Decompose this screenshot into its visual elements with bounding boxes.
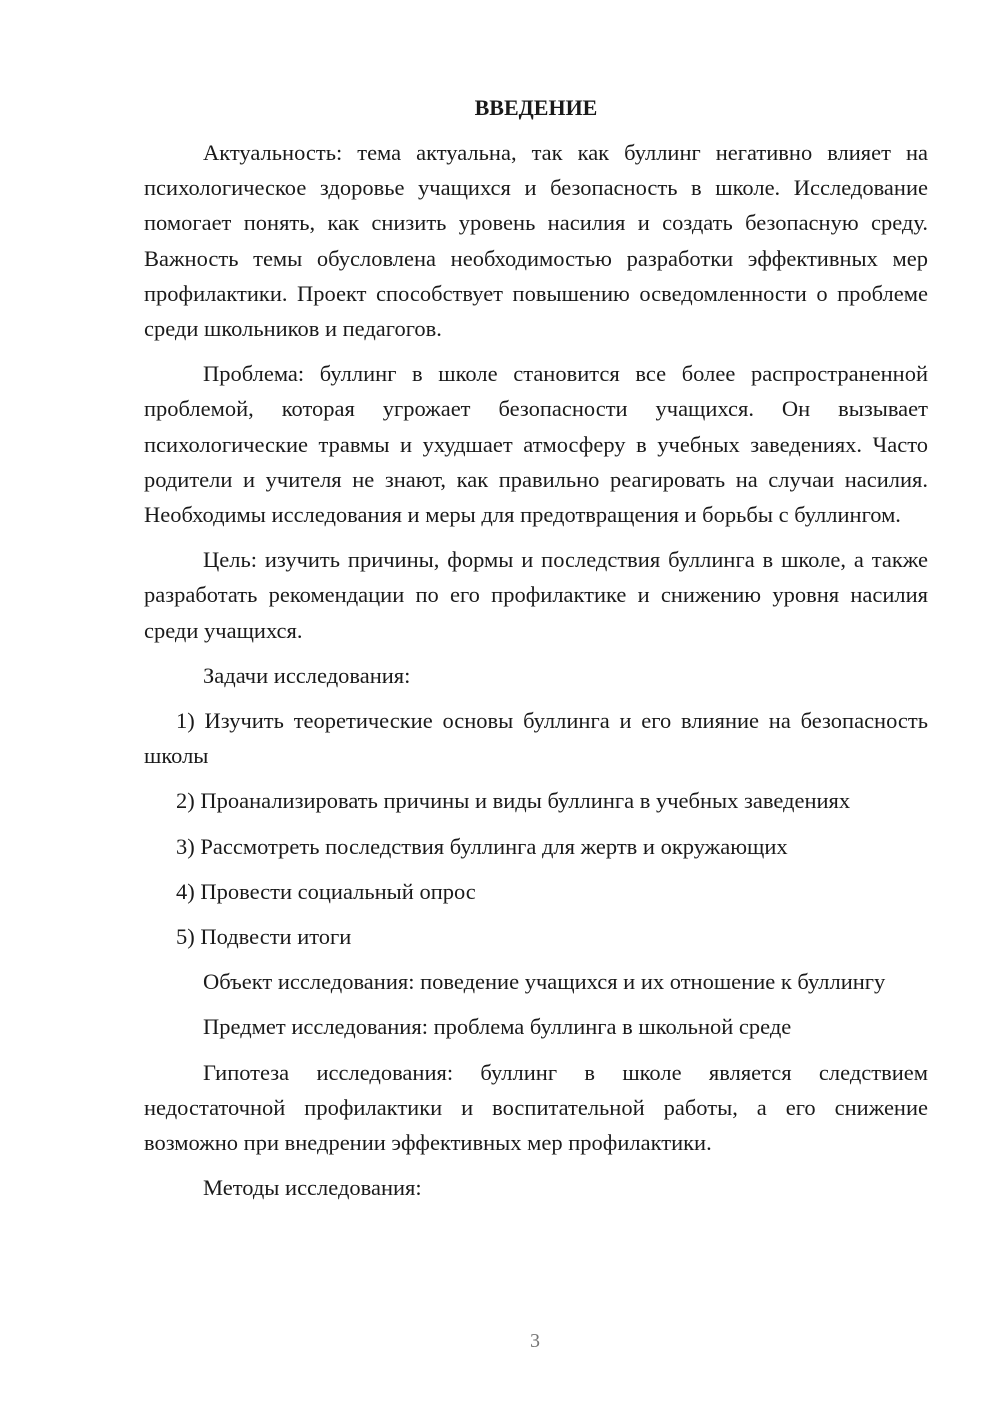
page-content bbox=[144, 90, 928, 1215]
page-number: 3 bbox=[530, 1330, 540, 1352]
task-item: 2) Проанализировать причины и виды буллинга в учебных заведениях bbox=[176, 788, 851, 814]
paragraph-problem: Проблема: буллинг в школе становится все более распространенной проблемой, которая угрожает безопасности учащихся. Он вызывает психологические травмы и ухудшает атмосферу в учебных заведениях. Часто родители и учителя не знают, как правильно реагировать на случаи насилия. Необходимы исследования и меры для предотвращения и борьбы с буллингом. bbox=[144, 361, 928, 528]
paragraph-object: Объект исследования: поведение учащихся и их отношение к буллингу bbox=[203, 969, 886, 995]
task-item: 4) Провести социальный опрос bbox=[176, 878, 476, 904]
paragraph-goal: Цель: изучить причины, формы и последствия буллинга в школе, а также разработать рекомендации по его профилактике и снижению уровня насилия среди учащихся. bbox=[144, 547, 928, 643]
paragraph-hypothesis: Гипотеза исследования: буллинг в школе является следствием недостаточной профилактики и воспитательной работы, а его снижение возможно при внедрении эффективных мер профилактики. bbox=[144, 1059, 928, 1156]
section-heading: ВВЕДЕНИЕ bbox=[474, 95, 598, 120]
paragraph-relevance: Актуальность: тема актуальна, так как буллинг негативно влияет на психологическое здоровье учащихся и безопасность в школе. Исследование помогает понять, как снизить уровень насилия и создать безопасную среду. Важность темы обусловлена необходимостью разработки эффективных мер профилактики. Проект способствует повышению осведомленности о проблеме среди школьников и педагогов. bbox=[144, 140, 928, 342]
task-item: 5) Подвести итоги bbox=[176, 924, 352, 950]
task-item: 1) Изучить теоретические основы буллинга и его влияние на безопасность школы bbox=[144, 708, 928, 769]
task-item: 3) Рассмотреть последствия буллинга для жертв и окружающих bbox=[176, 833, 788, 859]
paragraph-methods: Методы исследования: bbox=[203, 1175, 422, 1201]
paragraph-subject: Предмет исследования: проблема буллинга в школьной среде bbox=[203, 1014, 792, 1040]
paragraph-tasks-title: Задачи исследования: bbox=[203, 662, 411, 688]
